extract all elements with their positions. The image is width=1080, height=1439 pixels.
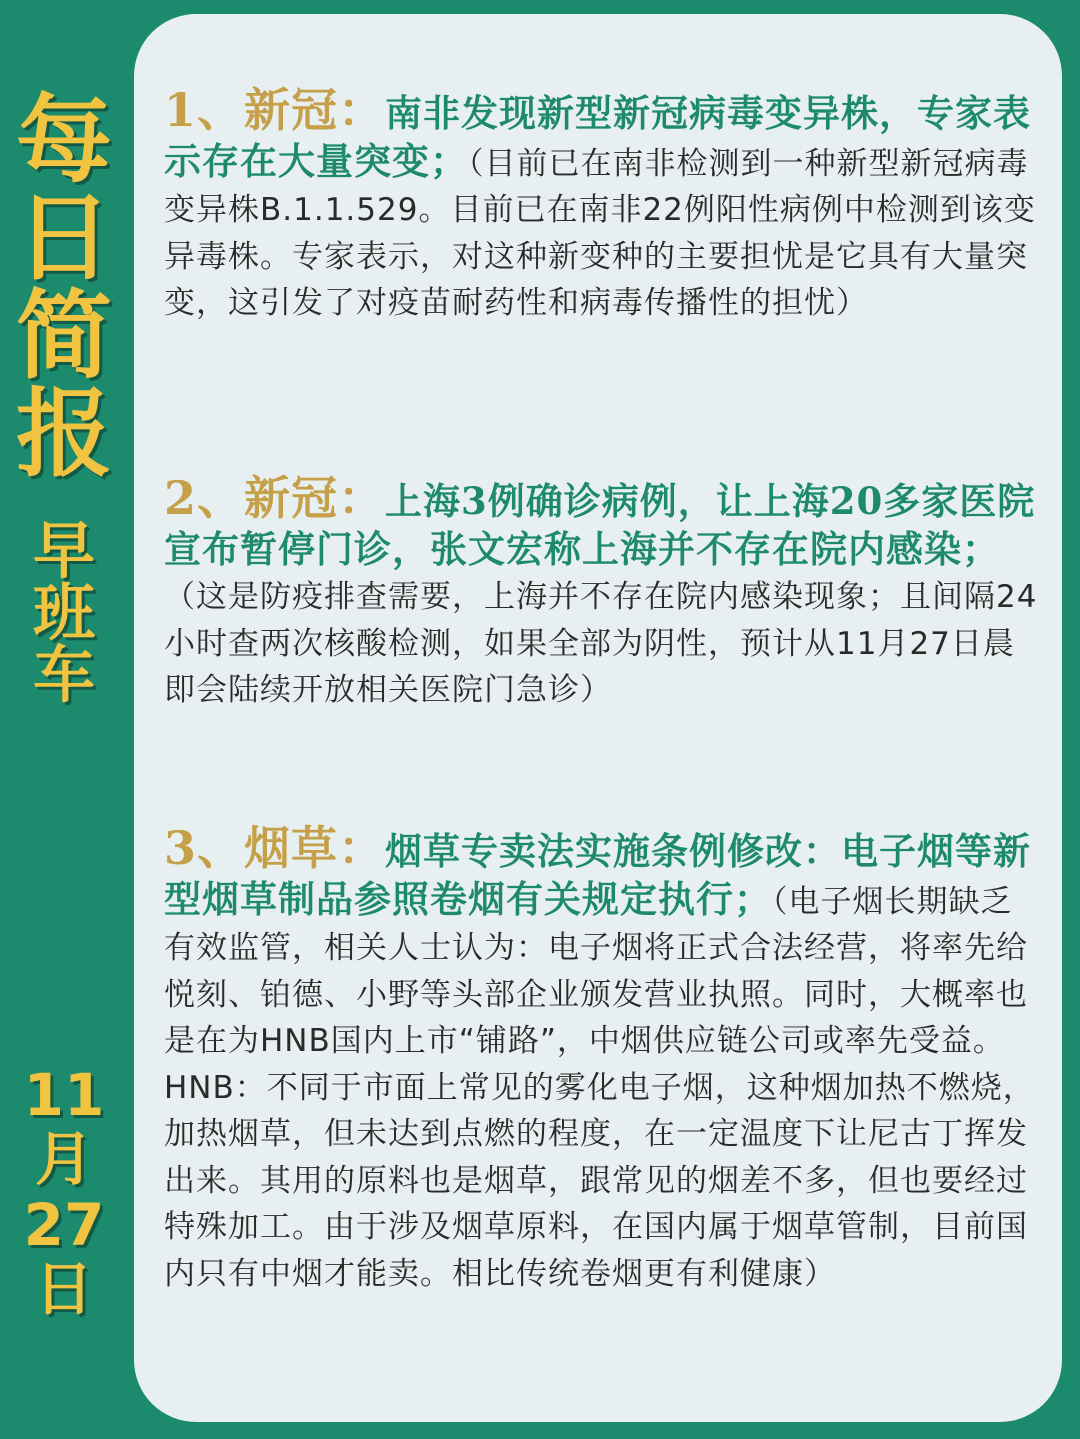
date-day-month-number: 11 — [23, 1061, 105, 1129]
title-char-1: 每 — [16, 84, 112, 196]
news-item-2-text — [164, 471, 1044, 714]
subtitle-char-3: 车 — [32, 638, 95, 711]
title-char-4: 报 — [16, 378, 112, 490]
news-item-2 — [164, 471, 1044, 714]
subtitle-char-2: 班 — [32, 576, 95, 649]
news-item-2-headline: 上海3例确诊病例，让上海20多家医院宣布暂停门诊，张文宏称上海并不存在院内感染； — [164, 479, 1036, 571]
sidebar — [0, 0, 128, 1439]
news-item-3-headline: 烟草专卖法实施条例修改：电子烟等新型烟草制品参照卷烟有关规定执行； — [164, 829, 1032, 921]
news-item-3-detail: （电子烟长期缺乏有效监管，相关人士认为：电子烟将正式合法经营，将率先给悦刻、铂德、小野等头部企业颁发营业执照。同时，大概率也是在为HNB国内上市“铺路”，中烟供应链公司或率先受益。HNB：不同于市面上常见的雾化电子烟，这种烟加热不燃烧，加热烟草，但未达到点燃的程度，在一定温度下让尼古丁挥发出来。其用的原料也是烟草，跟常见的烟差不多，但也要经过特殊加工。由于涉及烟草原料，在国内属于烟草管制，目前国内只有中烟才能卖。相比传统卷烟更有利健康） — [164, 883, 1035, 1292]
news-item-1-text — [164, 83, 1044, 327]
title-char-3: 简 — [16, 280, 112, 392]
news-item-3 — [164, 821, 1044, 1297]
subtitle-char-1: 早 — [32, 514, 95, 587]
news-item-3-number: 3、烟草： — [164, 821, 386, 875]
news-item-1 — [164, 83, 1044, 327]
news-item-1-detail: （目前已在南非检测到一种新型新冠病毒变异株B.1.1.529。目前已在南非22例阳性病例中检测到该变异毒株。专家表示，对这种新变种的主要担忧是它具有大量突变，这引发了对疫苗耐药性和病毒传播性的担忧） — [164, 145, 1036, 321]
news-item-1-headline: 南非发现新型新冠病毒变异株，专家表示存在大量突变； — [164, 91, 1032, 183]
date-month-char: 月 — [34, 1125, 93, 1193]
date-day-char: 日 — [34, 1255, 93, 1323]
title-char-2: 日 — [16, 182, 112, 294]
news-item-2-number: 2、新冠： — [164, 471, 386, 525]
date-day-number: 27 — [23, 1191, 105, 1259]
news-item-2-detail: （这是防疫排查需要，上海并不存在院内感染现象；且间隔24小时查两次核酸检测，如果全部为阴性，预计从11月27日晨即会陆续开放相关医院门急诊） — [164, 579, 1038, 708]
news-item-3-text — [164, 821, 1044, 1297]
news-item-1-number: 1、新冠： — [164, 83, 386, 137]
